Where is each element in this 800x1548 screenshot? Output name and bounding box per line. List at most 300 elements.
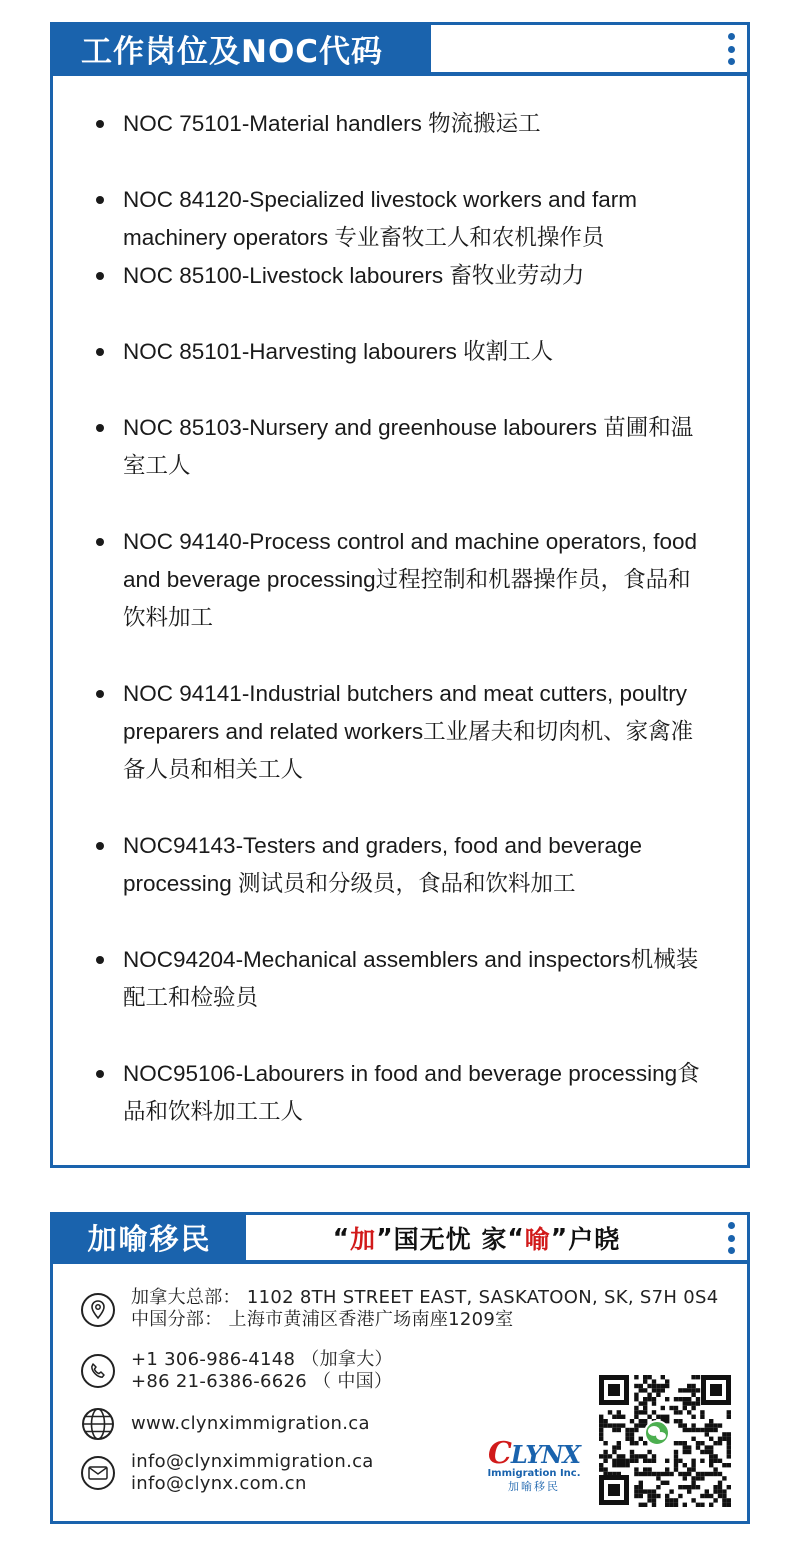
- qr-module: [652, 1494, 656, 1498]
- qr-module: [634, 1384, 638, 1388]
- qr-module: [700, 1415, 704, 1419]
- qr-module: [669, 1498, 673, 1502]
- qr-module: [621, 1463, 625, 1467]
- contact-card: [50, 1212, 750, 1524]
- qr-module: [634, 1441, 638, 1445]
- qr-module: [727, 1410, 731, 1414]
- qr-module: [603, 1441, 607, 1445]
- qr-module: [691, 1384, 695, 1388]
- qr-module: [625, 1459, 629, 1463]
- qr-module: [665, 1467, 669, 1471]
- qr-module: [700, 1494, 704, 1498]
- qr-module: [678, 1441, 682, 1445]
- qr-module: [674, 1419, 678, 1423]
- qr-module: [691, 1375, 695, 1379]
- qr-module: [661, 1415, 665, 1419]
- qr-module: [599, 1454, 603, 1458]
- qr-module: [683, 1428, 687, 1432]
- qr-module: [700, 1428, 704, 1432]
- qr-module: [678, 1423, 682, 1427]
- qr-module: [652, 1379, 656, 1383]
- qr-module: [718, 1441, 722, 1445]
- slogan: “ 加 ” 国无忧 家 “ 喻 ” 户晓: [332, 1223, 621, 1254]
- qr-module: [599, 1467, 603, 1471]
- qr-module: [709, 1437, 713, 1441]
- qr-module: [722, 1463, 726, 1467]
- qr-module: [612, 1472, 616, 1476]
- qr-module: [691, 1467, 695, 1471]
- qr-module: [639, 1437, 643, 1441]
- qr-module: [643, 1379, 647, 1383]
- qr-module: [727, 1503, 731, 1507]
- qr-module: [669, 1503, 673, 1507]
- qr-module: [683, 1445, 687, 1449]
- qr-module: [718, 1472, 722, 1476]
- noc-item: NOC 94141-Industrial butchers and meat cutters, poultry preparers and related workers工业屠夫和切肉机、家禽准备人员和相关工人: [93, 675, 713, 789]
- qr-module: [696, 1428, 700, 1432]
- qr-module: [643, 1441, 647, 1445]
- qr-module: [621, 1423, 625, 1427]
- qr-module: [705, 1494, 709, 1498]
- qr-module: [705, 1489, 709, 1493]
- qr-module: [656, 1384, 660, 1388]
- qr-module: [647, 1459, 651, 1463]
- qr-module: [639, 1384, 643, 1388]
- qr-module: [669, 1489, 673, 1493]
- qr-module: [705, 1450, 709, 1454]
- qr-module: [709, 1450, 713, 1454]
- qr-module: [709, 1459, 713, 1463]
- qr-module: [727, 1441, 731, 1445]
- qr-module: [634, 1472, 638, 1476]
- qr-module: [603, 1423, 607, 1427]
- qr-module: [696, 1375, 700, 1379]
- more-options-icon[interactable]: [727, 33, 735, 65]
- qr-module: [643, 1454, 647, 1458]
- qr-module: [669, 1406, 673, 1410]
- qr-module: [696, 1476, 700, 1480]
- qr-module: [674, 1454, 678, 1458]
- qr-module: [625, 1428, 629, 1432]
- qr-module: [665, 1503, 669, 1507]
- qr-module: [625, 1437, 629, 1441]
- email-canada[interactable]: info@clynximmigration.ca: [131, 1451, 374, 1472]
- qr-module: [634, 1406, 638, 1410]
- qr-module: [603, 1467, 607, 1471]
- section-title: 工作岗位及NOC代码: [53, 25, 431, 72]
- phone-row: [81, 1349, 393, 1393]
- qr-module: [709, 1503, 713, 1507]
- qr-module: [647, 1450, 651, 1454]
- qr-module: [718, 1423, 722, 1427]
- qr-module: [727, 1415, 731, 1419]
- qr-module: [617, 1445, 621, 1449]
- qr-module: [639, 1494, 643, 1498]
- location-pin-icon: [81, 1293, 115, 1327]
- qr-module: [612, 1450, 616, 1454]
- qr-module: [713, 1423, 717, 1427]
- qr-module: [665, 1415, 669, 1419]
- qr-module: [691, 1428, 695, 1432]
- qr-module: [678, 1472, 682, 1476]
- qr-module: [713, 1454, 717, 1458]
- qr-module: [634, 1397, 638, 1401]
- qr-module: [639, 1481, 643, 1485]
- qr-module: [661, 1375, 665, 1379]
- noc-card: [50, 22, 750, 1168]
- qr-module: [678, 1397, 682, 1401]
- qr-module: [647, 1397, 651, 1401]
- qr-module: [691, 1415, 695, 1419]
- qr-module: [630, 1454, 634, 1458]
- qr-module: [678, 1459, 682, 1463]
- qr-module: [674, 1498, 678, 1502]
- qr-module: [691, 1481, 695, 1485]
- qr-module: [617, 1472, 621, 1476]
- qr-module: [652, 1454, 656, 1458]
- qr-module: [678, 1388, 682, 1392]
- qr-module: [639, 1503, 643, 1507]
- qr-module: [656, 1415, 660, 1419]
- qr-module: [639, 1410, 643, 1414]
- qr-module: [634, 1485, 638, 1489]
- address-china: 中国分部： 上海市黄浦区香港广场南座1209室: [131, 1309, 514, 1330]
- qr-module: [722, 1489, 726, 1493]
- noc-item: NOC94204-Mechanical assemblers and inspectors机械装配工和检验员: [93, 941, 713, 1017]
- qr-module: [713, 1428, 717, 1432]
- qr-module: [599, 1428, 603, 1432]
- qr-module: [718, 1489, 722, 1493]
- qr-module: [665, 1397, 669, 1401]
- qr-module: [652, 1489, 656, 1493]
- qr-module: [639, 1472, 643, 1476]
- noc-item: NOC 75101-Material handlers 物流搬运工: [93, 105, 713, 143]
- qr-module: [687, 1428, 691, 1432]
- qr-module: [674, 1441, 678, 1445]
- qr-module: [643, 1489, 647, 1493]
- qr-module: [599, 1419, 603, 1423]
- qr-module: [705, 1423, 709, 1427]
- qr-module: [612, 1423, 616, 1427]
- qr-module: [643, 1397, 647, 1401]
- qr-module: [665, 1481, 669, 1485]
- qr-module: [696, 1445, 700, 1449]
- qr-module: [718, 1494, 722, 1498]
- qr-module: [687, 1450, 691, 1454]
- qr-module: [621, 1415, 625, 1419]
- qr-module: [727, 1432, 731, 1436]
- noc-item: NOC95106-Labourers in food and beverage processing食品和饮料加工工人: [93, 1055, 713, 1131]
- qr-module: [630, 1441, 634, 1445]
- qr-module: [617, 1415, 621, 1419]
- noc-item: NOC94143-Testers and graders, food and beverage processing 测试员和分级员，食品和饮料加工: [93, 827, 713, 903]
- qr-module: [683, 1401, 687, 1405]
- qr-module: [612, 1445, 616, 1449]
- qr-module: [599, 1463, 603, 1467]
- qr-module: [634, 1428, 638, 1432]
- qr-module: [652, 1503, 656, 1507]
- qr-module: [634, 1375, 638, 1379]
- qr-module: [674, 1450, 678, 1454]
- qr-module: [643, 1472, 647, 1476]
- qr-module: [691, 1485, 695, 1489]
- email-row: [81, 1451, 374, 1495]
- noc-item: NOC 85103-Nursery and greenhouse labourers 苗圃和温室工人: [93, 409, 713, 485]
- qr-module: [713, 1459, 717, 1463]
- qr-module: [603, 1454, 607, 1458]
- qr-module: [683, 1503, 687, 1507]
- qr-module: [661, 1388, 665, 1392]
- qr-module: [683, 1423, 687, 1427]
- qr-module: [634, 1459, 638, 1463]
- qr-module: [599, 1423, 603, 1427]
- noc-card-header: [53, 25, 747, 75]
- qr-module: [683, 1476, 687, 1480]
- qr-module: [617, 1428, 621, 1432]
- qr-module: [647, 1415, 651, 1419]
- phone-canada[interactable]: +1 306-986-4148 （加拿大）: [131, 1349, 393, 1370]
- qr-module: [674, 1406, 678, 1410]
- qr-module: [683, 1388, 687, 1392]
- qr-module: [630, 1432, 634, 1436]
- qr-module: [656, 1472, 660, 1476]
- noc-item: NOC 94140-Process control and machine operators, food and beverage processing过程控制和机器操作员，食品和饮料加工: [93, 523, 713, 637]
- qr-module: [687, 1472, 691, 1476]
- qr-module: [674, 1463, 678, 1467]
- qr-module: [665, 1384, 669, 1388]
- qr-module: [683, 1406, 687, 1410]
- qr-module: [683, 1397, 687, 1401]
- qr-module: [687, 1467, 691, 1471]
- qr-module: [696, 1388, 700, 1392]
- qr-module: [691, 1437, 695, 1441]
- noc-item: NOC 85101-Harvesting labourers 收割工人: [93, 333, 713, 371]
- qr-module: [696, 1503, 700, 1507]
- qr-module: [705, 1428, 709, 1432]
- qr-module: [700, 1450, 704, 1454]
- qr-module: [630, 1419, 634, 1423]
- qr-module: [687, 1397, 691, 1401]
- qr-module: [647, 1498, 651, 1502]
- qr-module: [691, 1393, 695, 1397]
- qr-module: [709, 1445, 713, 1449]
- qr-module: [687, 1445, 691, 1449]
- qr-module: [608, 1410, 612, 1414]
- qr-module: [709, 1423, 713, 1427]
- qr-module: [612, 1459, 616, 1463]
- qr-module: [727, 1498, 731, 1502]
- qr-module: [608, 1423, 612, 1427]
- qr-module: [634, 1494, 638, 1498]
- qr-module: [617, 1410, 621, 1414]
- qr-module: [696, 1401, 700, 1405]
- mail-icon: [81, 1456, 115, 1490]
- qr-module: [612, 1428, 616, 1432]
- qr-module: [691, 1406, 695, 1410]
- qr-module: [625, 1463, 629, 1467]
- qr-module: [687, 1401, 691, 1405]
- qr-module: [678, 1494, 682, 1498]
- qr-module: [727, 1445, 731, 1449]
- qr-module: [625, 1432, 629, 1436]
- qr-module: [621, 1459, 625, 1463]
- qr-module: [639, 1419, 643, 1423]
- qr-module: [647, 1489, 651, 1493]
- qr-module: [683, 1485, 687, 1489]
- qr-module: [674, 1503, 678, 1507]
- qr-module: [718, 1485, 722, 1489]
- qr-module: [639, 1423, 643, 1427]
- qr-module: [687, 1384, 691, 1388]
- qr-module: [705, 1432, 709, 1436]
- qr-module: [722, 1494, 726, 1498]
- qr-module: [727, 1454, 731, 1458]
- qr-module: [647, 1384, 651, 1388]
- noc-item: NOC 85100-Livestock labourers 畜牧业劳动力: [93, 257, 713, 295]
- qr-module: [639, 1388, 643, 1392]
- qr-module: [678, 1419, 682, 1423]
- qr-module: [687, 1485, 691, 1489]
- qr-module: [691, 1423, 695, 1427]
- more-options-icon[interactable]: [727, 1222, 735, 1254]
- qr-module: [630, 1428, 634, 1432]
- qr-module: [630, 1437, 634, 1441]
- qr-module: [643, 1406, 647, 1410]
- qr-module: [674, 1467, 678, 1471]
- qr-module: [599, 1432, 603, 1436]
- noc-item: NOC 84120-Specialized livestock workers and farm machinery operators 专业畜牧工人和农机操作员: [93, 181, 713, 257]
- qr-module: [674, 1459, 678, 1463]
- qr-module: [612, 1415, 616, 1419]
- qr-module: [647, 1393, 651, 1397]
- qr-module: [727, 1437, 731, 1441]
- qr-module: [691, 1401, 695, 1405]
- qr-module: [722, 1432, 726, 1436]
- phone-icon: [81, 1354, 115, 1388]
- website-link[interactable]: www.clynximmigration.ca: [131, 1413, 370, 1434]
- qr-module: [713, 1489, 717, 1493]
- qr-module: [634, 1393, 638, 1397]
- qr-module: [722, 1498, 726, 1502]
- qr-module: [713, 1467, 717, 1471]
- qr-module: [683, 1463, 687, 1467]
- qr-module: [709, 1428, 713, 1432]
- qr-module: [683, 1472, 687, 1476]
- qr-module: [691, 1388, 695, 1392]
- qr-module: [687, 1388, 691, 1392]
- email-china[interactable]: info@clynx.com.cn: [131, 1473, 307, 1494]
- qr-module: [647, 1494, 651, 1498]
- qr-module: [678, 1410, 682, 1414]
- qr-module: [603, 1472, 607, 1476]
- brand-name: 加喻移民: [53, 1215, 246, 1260]
- qr-module: [665, 1459, 669, 1463]
- qr-module: [599, 1415, 603, 1419]
- qr-module: [661, 1472, 665, 1476]
- qr-module: [709, 1419, 713, 1423]
- qr-module: [696, 1441, 700, 1445]
- qr-module: [696, 1485, 700, 1489]
- qr-module: [599, 1437, 603, 1441]
- qr-module: [700, 1459, 704, 1463]
- website-row: [81, 1407, 370, 1441]
- qr-module: [687, 1489, 691, 1493]
- qr-module: [603, 1459, 607, 1463]
- qr-module: [617, 1459, 621, 1463]
- qr-module: [634, 1410, 638, 1414]
- qr-module: [639, 1401, 643, 1405]
- qr-module: [639, 1454, 643, 1458]
- qr-module: [652, 1459, 656, 1463]
- qr-module: [643, 1388, 647, 1392]
- qr-module: [665, 1472, 669, 1476]
- qr-module: [722, 1476, 726, 1480]
- qr-module: [700, 1476, 704, 1480]
- qr-module: [652, 1410, 656, 1414]
- qr-module: [700, 1441, 704, 1445]
- qr-module: [652, 1472, 656, 1476]
- qr-module: [705, 1445, 709, 1449]
- qr-module: [656, 1476, 660, 1480]
- qr-module: [700, 1472, 704, 1476]
- qr-module: [713, 1485, 717, 1489]
- qr-module: [696, 1397, 700, 1401]
- qr-module: [647, 1472, 651, 1476]
- qr-module: [661, 1406, 665, 1410]
- qr-module: [674, 1410, 678, 1414]
- qr-module: [687, 1410, 691, 1414]
- qr-module: [652, 1388, 656, 1392]
- qr-module: [669, 1472, 673, 1476]
- qr-module: [691, 1459, 695, 1463]
- wechat-qr-code: [597, 1373, 733, 1507]
- qr-module: [634, 1454, 638, 1458]
- qr-module: [691, 1476, 695, 1480]
- qr-module: [691, 1463, 695, 1467]
- qr-module: [661, 1481, 665, 1485]
- qr-module: [713, 1441, 717, 1445]
- qr-module: [643, 1401, 647, 1405]
- qr-module: [652, 1397, 656, 1401]
- qr-module: [709, 1472, 713, 1476]
- qr-module: [656, 1494, 660, 1498]
- qr-module: [674, 1397, 678, 1401]
- qr-module: [661, 1384, 665, 1388]
- qr-module: [727, 1485, 731, 1489]
- qr-module: [722, 1437, 726, 1441]
- qr-module: [630, 1459, 634, 1463]
- qr-module: [634, 1467, 638, 1471]
- qr-module: [621, 1454, 625, 1458]
- qr-module: [608, 1472, 612, 1476]
- qr-module: [652, 1384, 656, 1388]
- qr-module: [634, 1423, 638, 1427]
- qr-module: [634, 1489, 638, 1493]
- qr-module: [647, 1375, 651, 1379]
- qr-module: [603, 1419, 607, 1423]
- qr-module: [630, 1450, 634, 1454]
- qr-module: [718, 1481, 722, 1485]
- globe-icon: [81, 1407, 115, 1441]
- qr-module: [665, 1494, 669, 1498]
- qr-module: [617, 1423, 621, 1427]
- qr-module: [696, 1472, 700, 1476]
- qr-module: [647, 1467, 651, 1471]
- qr-module: [683, 1450, 687, 1454]
- phone-china[interactable]: +86 21-6386-6626 （ 中国）: [131, 1371, 393, 1392]
- qr-module: [727, 1450, 731, 1454]
- qr-module: [643, 1410, 647, 1414]
